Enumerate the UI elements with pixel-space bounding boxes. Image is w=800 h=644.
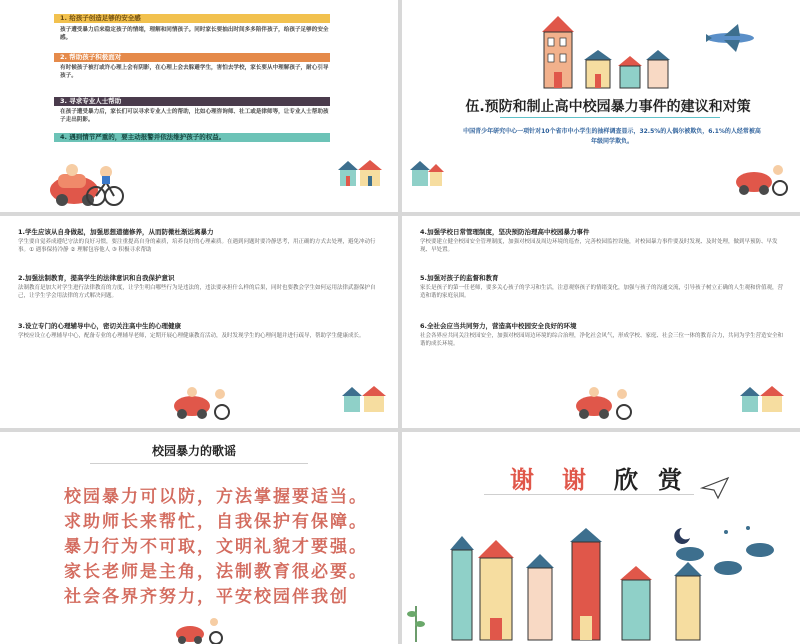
house-icon [340,384,392,414]
thanks-underline [484,494,694,495]
thanks-char-1: 谢 [510,465,534,494]
slide-4 [402,216,800,428]
poem-line-1: 校园暴力可以防，方法掌握要适当。 [64,487,368,507]
poem-line-5: 社会各界齐努力，平安校园伴我创 [64,587,349,607]
house-icon [538,14,698,90]
heading-2: 2. 帮助孩子积极面对 [54,53,330,62]
plant-icon [406,598,426,642]
body-1: 孩子遭受暴力后来稳定孩子的情绪，理解和同情孩子。同时家长要抽出时间多多陪伴孩子，给孩子足够的安全感。 [60,27,329,41]
heading-1: 1. 给孩子创造足够的安全感 [54,14,330,23]
airplane-icon [702,24,758,54]
house-icon [408,158,448,188]
paragraph-body-5: 家长是孩子的第一任老师，要多关心孩子的学习和生活，注意观察孩子的情绪变化，加强与孩子的沟通交流，引导孩子树立正确的人生观和价值观，营造和谐的家庭氛围。 [420,285,784,300]
paragraph-body-4: 学校要建立健全校园安全管理制度，加强对校园及周边环境的巡查，完善校园监控设施，对校园暴力事件要及时发现、及时处理，做到早预防、早发现、早处置。 [420,239,778,254]
paragraph-title-2: 2.加强法制教育，提高学生的法律意识和自我保护意识 [18,274,175,282]
body-3: 在孩子遭受暴力后，家长们可以寻求专业人士的帮助，比如心理咨询师、社工或是律师等，让专业人士帮助孩子走出阴影。 [60,109,329,123]
title-underline [500,117,720,118]
thanks-char-3: 欣 [614,465,638,494]
house-icon [738,384,794,414]
thanks-char-4: 赏 [658,465,682,494]
slide-3 [0,216,398,428]
bicycle-car-icon [732,156,792,196]
slide-description: 中国青少年研究中心一项针对10个省市中小学生的抽样调查显示，32.5%的人偶尔被欺负，6.1%的人经常被高年级同学欺负。 [463,128,761,145]
slide-6 [402,432,800,644]
thanks-char-2: 谢 [562,465,586,494]
bicycle-car-icon [44,152,134,210]
paragraph-body-3: 学校应设立心理辅导中心，配备专业的心理辅导老师，定期开展心理健康教育活动，及时发现学生的心理问题并进行疏导，帮助学生健康成长。 [18,333,365,339]
song-title: 校园暴力的歌谣 [152,444,237,458]
heading-4: 4. 遇到情节严重的，要主动报警并依法维护孩子的权益。 [54,133,330,142]
paper-plane-icon [700,476,730,500]
paragraph-title-6: 6.全社会应当共同努力，营造高中校园安全良好的环境 [420,322,577,330]
paragraph-body-2: 法制教育是加大对学生进行法律教育的力度，让学生明白哪些行为是违法的，违法要承担什么样的后果，同时也要教会学生如何运用法律武器保护自己，让学生学会用法律的方式解决问题。 [18,285,376,300]
heading-3: 3. 寻求专业人士帮助 [54,97,330,106]
body-2: 有时候孩子被打或许心理上会有阴影，在心理上会去躲避学生，害怕去学校，家长要从中理解孩子，耐心引导孩子。 [60,65,329,79]
paragraph-title-3: 3.设立专门的心理辅导中心，密切关注高中生的心理健康 [18,322,181,330]
paragraph-body-6: 社会各界应共同关注校园安全，加强对校园周边环境的综合治理，净化社会风气，形成学校、家庭、社会三位一体的教育合力，共同为学生营造安全和谐的成长环境。 [420,333,784,348]
bicycle-car-icon [170,378,234,422]
slide-5 [0,432,398,644]
house-icon [444,528,744,642]
bicycle-car-icon [572,378,636,422]
title-underline [90,463,308,464]
paragraph-title-1: 1.学生应该从自身做起，加强思想道德修养，从而防微杜渐远离暴力 [18,228,214,236]
slide-title: 伍.预防和制止高中校园暴力事件的建议和对策 [465,99,751,115]
poem-line-2: 求助师长来帮忙，自我保护有保障。 [64,512,368,532]
poem-line-3: 暴力行为不可取，文明礼貌才要强。 [64,537,368,557]
slide-2 [402,0,800,212]
bicycle-car-icon [172,610,226,644]
paragraph-title-5: 5.加强对孩子的监督和教育 [420,274,499,282]
paragraph-body-1: 学生要自觉养成遵纪守法的良好习惯，要注重提高自身的素质，培养良好的心理素质。在遇到问题时要冷静思考，用正确的方式去处理，避免冲动行事。① 遇事保持冷静 ② 理解包容他人 ③ 积极寻求帮助 [18,239,376,254]
paragraph-title-4: 4.加强学校日常管理制度，坚决预防治理高中校园暴力事件 [420,228,590,236]
house-icon [336,158,392,188]
poem-line-4: 家长老师是主角，法制教育很必要。 [64,562,368,582]
slide-1 [0,0,398,212]
